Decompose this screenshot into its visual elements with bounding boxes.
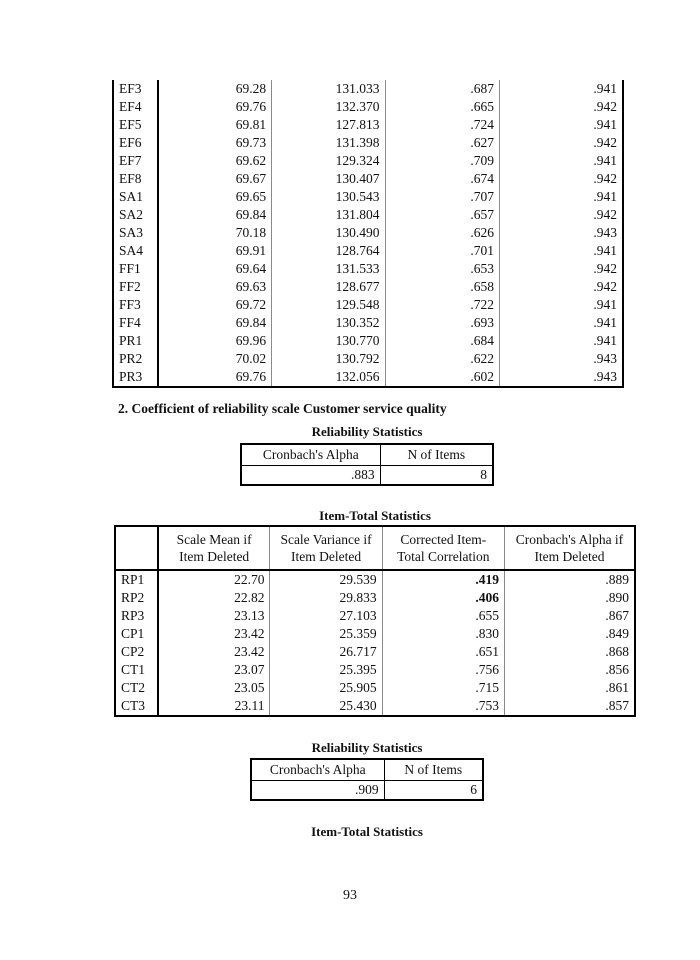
- stat-value: 22.82: [158, 589, 270, 607]
- table-row: [113, 170, 623, 188]
- table-row: [115, 625, 635, 643]
- item-label: FF4: [113, 314, 158, 332]
- item-total-table-continued-body: [113, 80, 623, 387]
- stat-value: .406: [382, 589, 504, 607]
- stat-value: 127.813: [272, 116, 385, 134]
- stat-value: 27.103: [270, 607, 382, 625]
- stat-value: 23.42: [158, 643, 270, 661]
- table-row: [113, 242, 623, 260]
- stat-value: .856: [504, 661, 635, 679]
- table-row: [115, 643, 635, 661]
- stat-value: .942: [499, 278, 623, 296]
- stat-value: 69.28: [158, 80, 271, 98]
- stat-value: 25.395: [270, 661, 382, 679]
- stat-value: .722: [385, 296, 499, 314]
- stat-value: 25.359: [270, 625, 382, 643]
- stat-value: .890: [504, 589, 635, 607]
- item-label: FF1: [113, 260, 158, 278]
- stat-value: .701: [385, 242, 499, 260]
- item-label: SA2: [113, 206, 158, 224]
- cronbach-alpha-value: .883: [351, 467, 375, 482]
- item-header-blank: [115, 526, 158, 570]
- scale-variance-header: Scale Variance if Item Deleted: [270, 526, 382, 570]
- stat-value: 130.543: [272, 188, 385, 206]
- stat-value: 23.11: [158, 697, 270, 716]
- item-label: FF2: [113, 278, 158, 296]
- stat-value: .830: [382, 625, 504, 643]
- stat-value: 131.398: [272, 134, 385, 152]
- stat-value: .687: [385, 80, 499, 98]
- stat-value: .941: [499, 116, 623, 134]
- table-row: [115, 607, 635, 625]
- stat-value: 130.770: [272, 332, 385, 350]
- stat-value: .941: [499, 152, 623, 170]
- stat-value: .653: [385, 260, 499, 278]
- n-items-header-2: N of Items: [384, 759, 483, 781]
- item-label: PR2: [113, 350, 158, 368]
- n-items-header: N of Items: [380, 444, 493, 466]
- stat-value: 25.905: [270, 679, 382, 697]
- stat-value: .665: [385, 98, 499, 116]
- table-row: [113, 188, 623, 206]
- stat-value: 69.72: [158, 296, 271, 314]
- table-row: [115, 697, 635, 716]
- stat-value: .941: [499, 332, 623, 350]
- item-label: SA3: [113, 224, 158, 242]
- stat-value: 29.833: [270, 589, 382, 607]
- stat-value: 131.533: [272, 260, 385, 278]
- item-total-statistics-title-2: Item-Total Statistics: [311, 824, 423, 839]
- stat-value: .943: [499, 224, 623, 242]
- item-label: PR3: [113, 368, 158, 387]
- table-row: [113, 206, 623, 224]
- item-total-statistics-body: [115, 570, 635, 716]
- item-label: FF3: [113, 296, 158, 314]
- item-label: CT1: [115, 661, 158, 679]
- alpha-if-deleted-header: Cronbach's Alpha if Item Deleted: [504, 526, 635, 570]
- stat-value: .753: [382, 697, 504, 716]
- stat-value: .709: [385, 152, 499, 170]
- stat-value: .849: [504, 625, 635, 643]
- stat-value: .724: [385, 116, 499, 134]
- stat-value: 23.42: [158, 625, 270, 643]
- n-items-value: 8: [380, 466, 493, 486]
- item-label: RP2: [115, 589, 158, 607]
- stat-value: .942: [499, 134, 623, 152]
- corrected-correlation-header: Corrected Item-Total Correlation: [382, 526, 504, 570]
- page-number: 93: [343, 888, 357, 903]
- stat-value: 70.02: [158, 350, 271, 368]
- item-label: EF3: [113, 80, 158, 98]
- stat-value: .674: [385, 170, 499, 188]
- table-row: [115, 679, 635, 697]
- stat-value: .651: [382, 643, 504, 661]
- table-row: [115, 589, 635, 607]
- stat-value: 130.352: [272, 314, 385, 332]
- cronbach-alpha-value-2: .909: [354, 782, 379, 797]
- stat-value: .693: [385, 314, 499, 332]
- stat-value: .941: [499, 242, 623, 260]
- stat-value: .941: [499, 296, 623, 314]
- n-items-value-2: 6: [384, 781, 483, 801]
- cronbach-alpha-header: Cronbach's Alpha: [241, 444, 380, 466]
- stat-value: .941: [499, 188, 623, 206]
- table-row: [113, 260, 623, 278]
- reliability-statistics-title: Reliability Statistics: [311, 424, 423, 439]
- stat-value: 23.07: [158, 661, 270, 679]
- table-row: [113, 332, 623, 350]
- reliability-statistics-title-2: Reliability Statistics: [311, 740, 423, 755]
- item-label: CP2: [115, 643, 158, 661]
- item-label: EF7: [113, 152, 158, 170]
- stat-value: .861: [504, 679, 635, 697]
- stat-value: 69.73: [158, 134, 271, 152]
- stat-value: .657: [385, 206, 499, 224]
- table-row: [113, 80, 623, 98]
- stat-value: 69.62: [158, 152, 271, 170]
- stat-value: .942: [499, 260, 623, 278]
- stat-value: .627: [385, 134, 499, 152]
- stat-value: .943: [499, 368, 623, 387]
- table-row: [113, 278, 623, 296]
- stat-value: .941: [499, 314, 623, 332]
- stat-value: .868: [504, 643, 635, 661]
- stat-value: 69.63: [158, 278, 271, 296]
- table-row: [113, 314, 623, 332]
- stat-value: 69.91: [158, 242, 271, 260]
- item-total-statistics-title: Item-Total Statistics: [319, 508, 431, 523]
- stat-value: .943: [499, 350, 623, 368]
- stat-value: 130.490: [272, 224, 385, 242]
- item-label: CT3: [115, 697, 158, 716]
- table-row: [113, 296, 623, 314]
- stat-value: 69.67: [158, 170, 271, 188]
- item-label: RP3: [115, 607, 158, 625]
- stat-value: 70.18: [158, 224, 271, 242]
- table-row: [113, 98, 623, 116]
- section-heading: 2. Coefficient of reliability scale Customer service quality: [118, 401, 447, 416]
- table-row: [113, 368, 623, 387]
- stat-value: 69.84: [158, 314, 271, 332]
- stat-value: .419: [382, 570, 504, 589]
- item-label: SA4: [113, 242, 158, 260]
- stat-value: .756: [382, 661, 504, 679]
- table-row: [113, 152, 623, 170]
- table-row: [113, 350, 623, 368]
- stat-value: 131.804: [272, 206, 385, 224]
- stat-value: .658: [385, 278, 499, 296]
- item-label: CT2: [115, 679, 158, 697]
- stat-value: 69.65: [158, 188, 271, 206]
- stat-value: 26.717: [270, 643, 382, 661]
- stat-value: 129.324: [272, 152, 385, 170]
- stat-value: 130.407: [272, 170, 385, 188]
- stat-value: .655: [382, 607, 504, 625]
- stat-value: .622: [385, 350, 499, 368]
- stat-value: 69.64: [158, 260, 271, 278]
- stat-value: 69.96: [158, 332, 271, 350]
- item-label: CP1: [115, 625, 158, 643]
- item-label: SA1: [113, 188, 158, 206]
- stat-value: .941: [499, 80, 623, 98]
- item-label: EF5: [113, 116, 158, 134]
- stat-value: .684: [385, 332, 499, 350]
- item-label: EF4: [113, 98, 158, 116]
- stat-value: .626: [385, 224, 499, 242]
- table-row: [115, 570, 635, 589]
- table-row: [113, 224, 623, 242]
- stat-value: .889: [504, 570, 635, 589]
- stat-value: .715: [382, 679, 504, 697]
- stat-value: .942: [499, 170, 623, 188]
- stat-value: .942: [499, 98, 623, 116]
- stat-value: 132.370: [272, 98, 385, 116]
- item-total-statistics-table: [114, 525, 636, 717]
- scale-mean-header: Scale Mean if Item Deleted: [158, 526, 270, 570]
- item-total-table-continued: [112, 80, 624, 388]
- stat-value: 132.056: [272, 368, 385, 387]
- stat-value: .942: [499, 206, 623, 224]
- reliability-statistics-table: [240, 443, 494, 486]
- stat-value: .707: [385, 188, 499, 206]
- table-row: [113, 134, 623, 152]
- stat-value: 128.677: [272, 278, 385, 296]
- stat-value: 69.81: [158, 116, 271, 134]
- item-label: EF8: [113, 170, 158, 188]
- table-row: [115, 661, 635, 679]
- stat-value: 23.05: [158, 679, 270, 697]
- item-label: EF6: [113, 134, 158, 152]
- stat-value: 69.76: [158, 368, 271, 387]
- stat-value: 128.764: [272, 242, 385, 260]
- stat-value: .867: [504, 607, 635, 625]
- stat-value: 22.70: [158, 570, 270, 589]
- stat-value: 129.548: [272, 296, 385, 314]
- stat-value: 130.792: [272, 350, 385, 368]
- stat-value: 23.13: [158, 607, 270, 625]
- stat-value: 131.033: [272, 80, 385, 98]
- stat-value: .602: [385, 368, 499, 387]
- item-label: RP1: [115, 570, 158, 589]
- stat-value: 69.84: [158, 206, 271, 224]
- stat-value: 69.76: [158, 98, 271, 116]
- table-row: [113, 116, 623, 134]
- reliability-statistics-table-2: [250, 758, 484, 801]
- stat-value: 25.430: [270, 697, 382, 716]
- stat-value: 29.539: [270, 570, 382, 589]
- item-label: PR1: [113, 332, 158, 350]
- stat-value: .857: [504, 697, 635, 716]
- cronbach-alpha-header-2: Cronbach's Alpha: [251, 759, 384, 781]
